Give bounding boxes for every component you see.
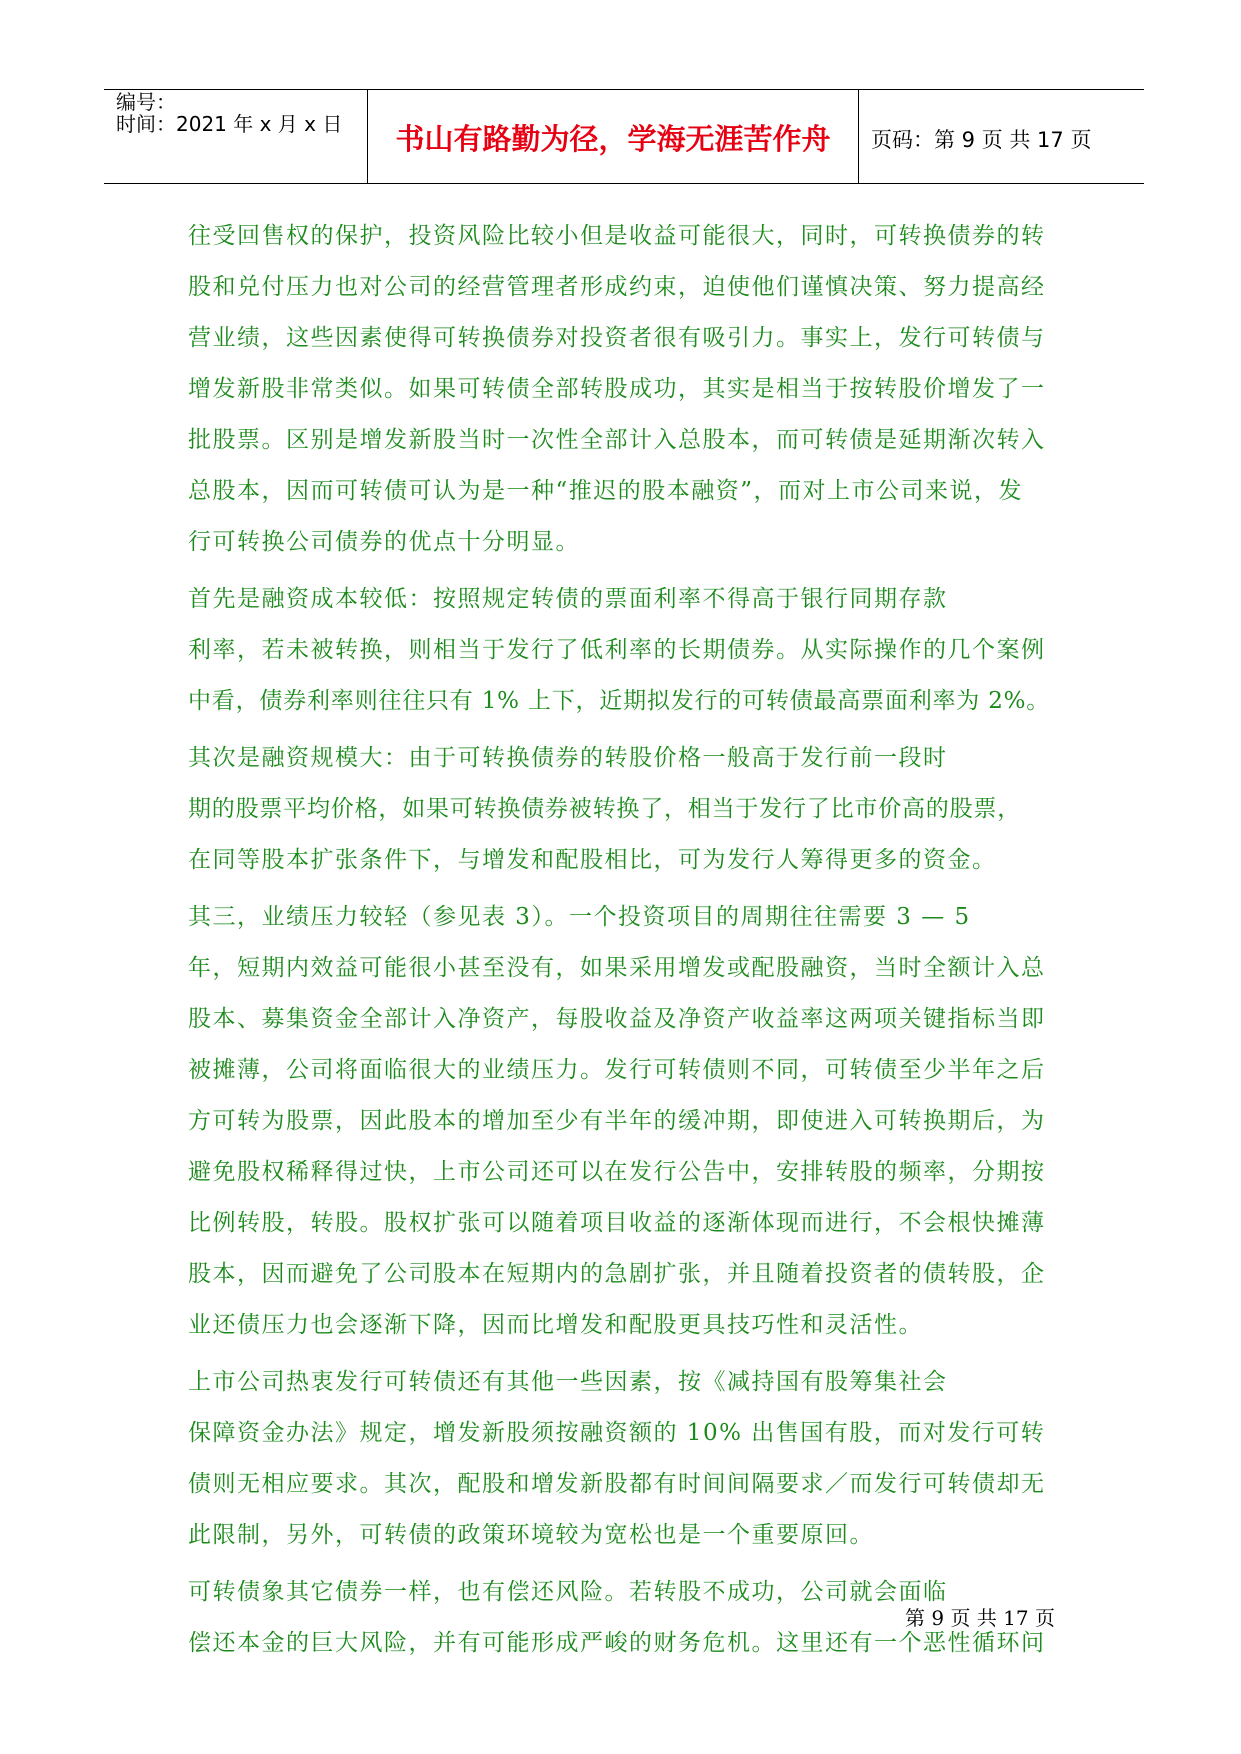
body-line: 保障资金办法》规定，增发新股须按融资额的 10% 出售国有股，而对发行可转	[188, 1420, 1046, 1446]
serial-number-label: 编号：	[116, 90, 176, 114]
body-line: 避免股权稀释得过快，上市公司还可以在发行公告中，安排转股的频率，分期按	[188, 1159, 1046, 1185]
body-line: 方可转为股票，因此股本的增加至少有半年的缓冲期，即使进入可转换期后，为	[188, 1108, 1046, 1134]
body-line: 股本，因而避免了公司股本在短期内的急剧扩张，并且随着投资者的债转股，企	[188, 1261, 1046, 1287]
date-label: 时间：2021 年 x 月 x 日	[116, 112, 343, 136]
body-line: 比例转股，转股。股权扩张可以随着项目收益的逐渐体现而进行，不会根快摊薄	[188, 1210, 1046, 1236]
body-line: 被摊薄，公司将面临很大的业绩压力。发行可转债则不同，可转债至少半年之后	[188, 1057, 1046, 1083]
body-line: 期的股票平均价格，如果可转换债券被转换了，相当于发行了比市价高的股票，	[188, 796, 1021, 822]
body-line: 在同等股本扩张条件下，与增发和配股相比，可为发行人筹得更多的资金。	[188, 847, 997, 873]
header-motto-cell	[368, 90, 859, 183]
body-line: 可转债象其它债券一样，也有偿还风险。若转股不成功，公司就会面临	[188, 1579, 948, 1605]
body-line: 年，短期内效益可能很小甚至没有，如果采用增发或配股融资，当时全额计入总	[188, 955, 1046, 981]
header-page-info: 页码：第 9 页 共 17 页	[871, 128, 1092, 152]
document-header	[104, 89, 1144, 184]
body-line: 营业绩，这些因素使得可转换债券对投资者很有吸引力。事实上，发行可转债与	[188, 325, 1046, 351]
header-page-cell	[859, 90, 1144, 183]
body-line: 利率，若未被转换，则相当于发行了低利率的长期债券。从实际操作的几个案例	[188, 637, 1046, 663]
document-body	[188, 211, 1060, 1669]
page-footer: 第 9 页 共 17 页	[905, 1606, 1055, 1630]
body-line: 批股票。区别是增发新股当时一次性全部计入总股本，而可转债是延期渐次转入	[188, 427, 1046, 453]
body-line: 股和兑付压力也对公司的经营管理者形成约束，迫使他们谨慎决策、努力提高经	[188, 274, 1046, 300]
body-line: 股本、募集资金全部计入净资产，每股收益及净资产收益率这两项关键指标当即	[188, 1006, 1046, 1032]
body-line: 其次是融资规模大：由于可转换债券的转股价格一般高于发行前一段时	[188, 745, 948, 771]
body-line: 偿还本金的巨大风险，并有可能形成严峻的财务危机。这里还有一个恶性循环问	[188, 1630, 1046, 1656]
motto-text: 书山有路勤为径，学海无涯苦作舟	[395, 122, 831, 156]
body-line: 上市公司热衷发行可转债还有其他一些因素，按《减持国有股筹集社会	[188, 1369, 948, 1395]
body-line: 总股本，因而可转债可认为是一种“推迟的股本融资”，而对上市公司来说，发	[188, 478, 1024, 504]
body-line: 中看，债券利率则往往只有 1% 上下，近期拟发行的可转债最高票面利率为 2%。	[188, 688, 1051, 714]
body-line: 往受回售权的保护，投资风险比较小但是收益可能很大，同时，可转换债券的转	[188, 223, 1046, 249]
body-line: 其三，业绩压力较轻（参见表 3）。一个投资项目的周期往往需要 3 — 5	[188, 904, 971, 930]
header-meta-cell	[104, 90, 368, 183]
body-line: 增发新股非常类似。如果可转债全部转股成功，其实是相当于按转股价增发了一	[188, 376, 1046, 402]
body-line: 债则无相应要求。其次，配股和增发新股都有时间间隔要求／而发行可转债却无	[188, 1471, 1046, 1497]
body-line: 业还债压力也会逐渐下降，因而比增发和配股更具技巧性和灵活性。	[188, 1312, 923, 1338]
body-line: 此限制，另外，可转债的政策环境较为宽松也是一个重要原回。	[188, 1522, 874, 1548]
body-line: 行可转换公司债券的优点十分明显。	[188, 529, 580, 555]
body-line: 首先是融资成本较低：按照规定转债的票面利率不得高于银行同期存款	[188, 586, 948, 612]
